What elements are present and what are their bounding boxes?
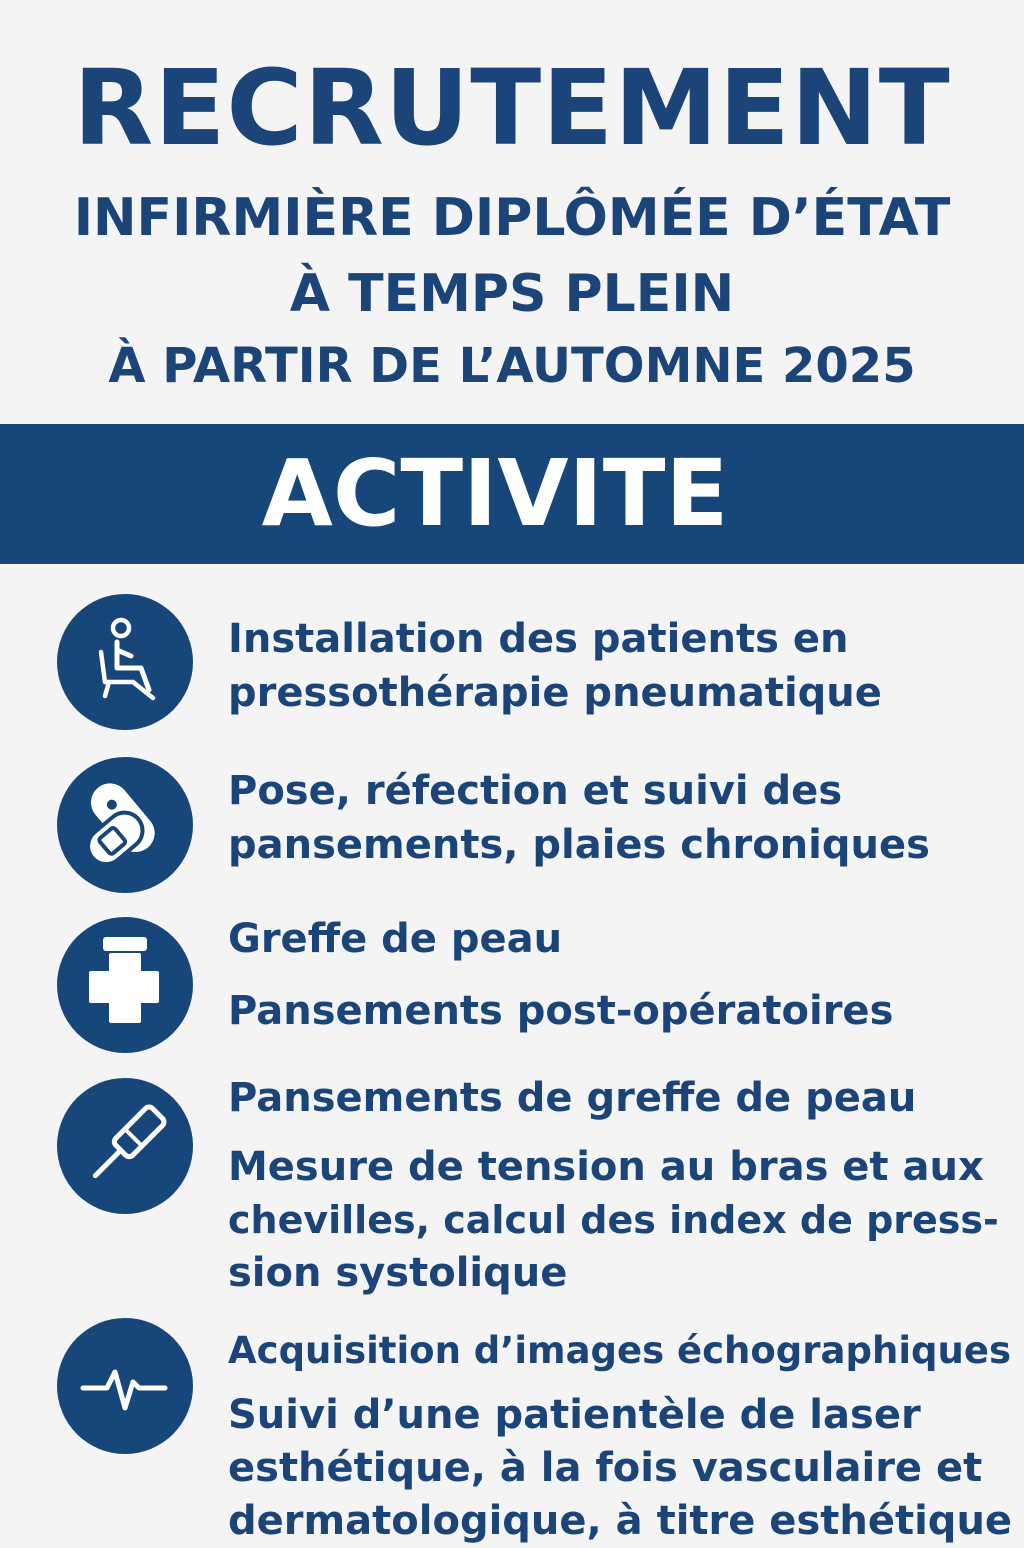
page-title: RECRUTEMENT (73, 47, 951, 169)
activity-text: Acquisition d’images échographiques (228, 1329, 1011, 1372)
activity-text: esthétique, à la fois vasculaire et (228, 1445, 983, 1491)
activity-text: Pansements de greffe de peau (228, 1075, 917, 1121)
section-banner (0, 424, 1024, 564)
activity-text: sion systolique (228, 1250, 568, 1296)
activity-text: Installation des patients en (228, 616, 849, 662)
bandage-icon (57, 757, 193, 893)
contract-type: À TEMPS PLEIN (289, 264, 735, 324)
activity-text: Mesure de tension au bras et aux (228, 1144, 984, 1190)
activity-text: Pose, réfection et suivi des (228, 768, 843, 814)
section-title: ACTIVITE (261, 440, 729, 547)
job-title: INFIRMIÈRE DIPLÔMÉE D’ÉTAT (73, 188, 951, 248)
activity-text: pressothérapie pneumatique (228, 670, 882, 716)
heartbeat-icon (57, 1318, 193, 1454)
activity-text: Pansements post-opératoires (228, 988, 894, 1034)
syringe-icon (57, 1078, 193, 1214)
activity-text: Suivi d’une patientèle de laser (228, 1392, 921, 1438)
activity-text: dermatologique, à titre esthétique (228, 1498, 1013, 1544)
start-date: À PARTIR DE L’AUTOMNE 2025 (108, 338, 916, 394)
medical-cross-icon (57, 917, 193, 1053)
seated-person-icon (57, 594, 193, 730)
activity-text: Greffe de peau (228, 916, 563, 962)
activity-text: pansements, plaies chroniques (228, 822, 930, 868)
activity-text: chevilles, calcul des index de press- (228, 1198, 999, 1242)
